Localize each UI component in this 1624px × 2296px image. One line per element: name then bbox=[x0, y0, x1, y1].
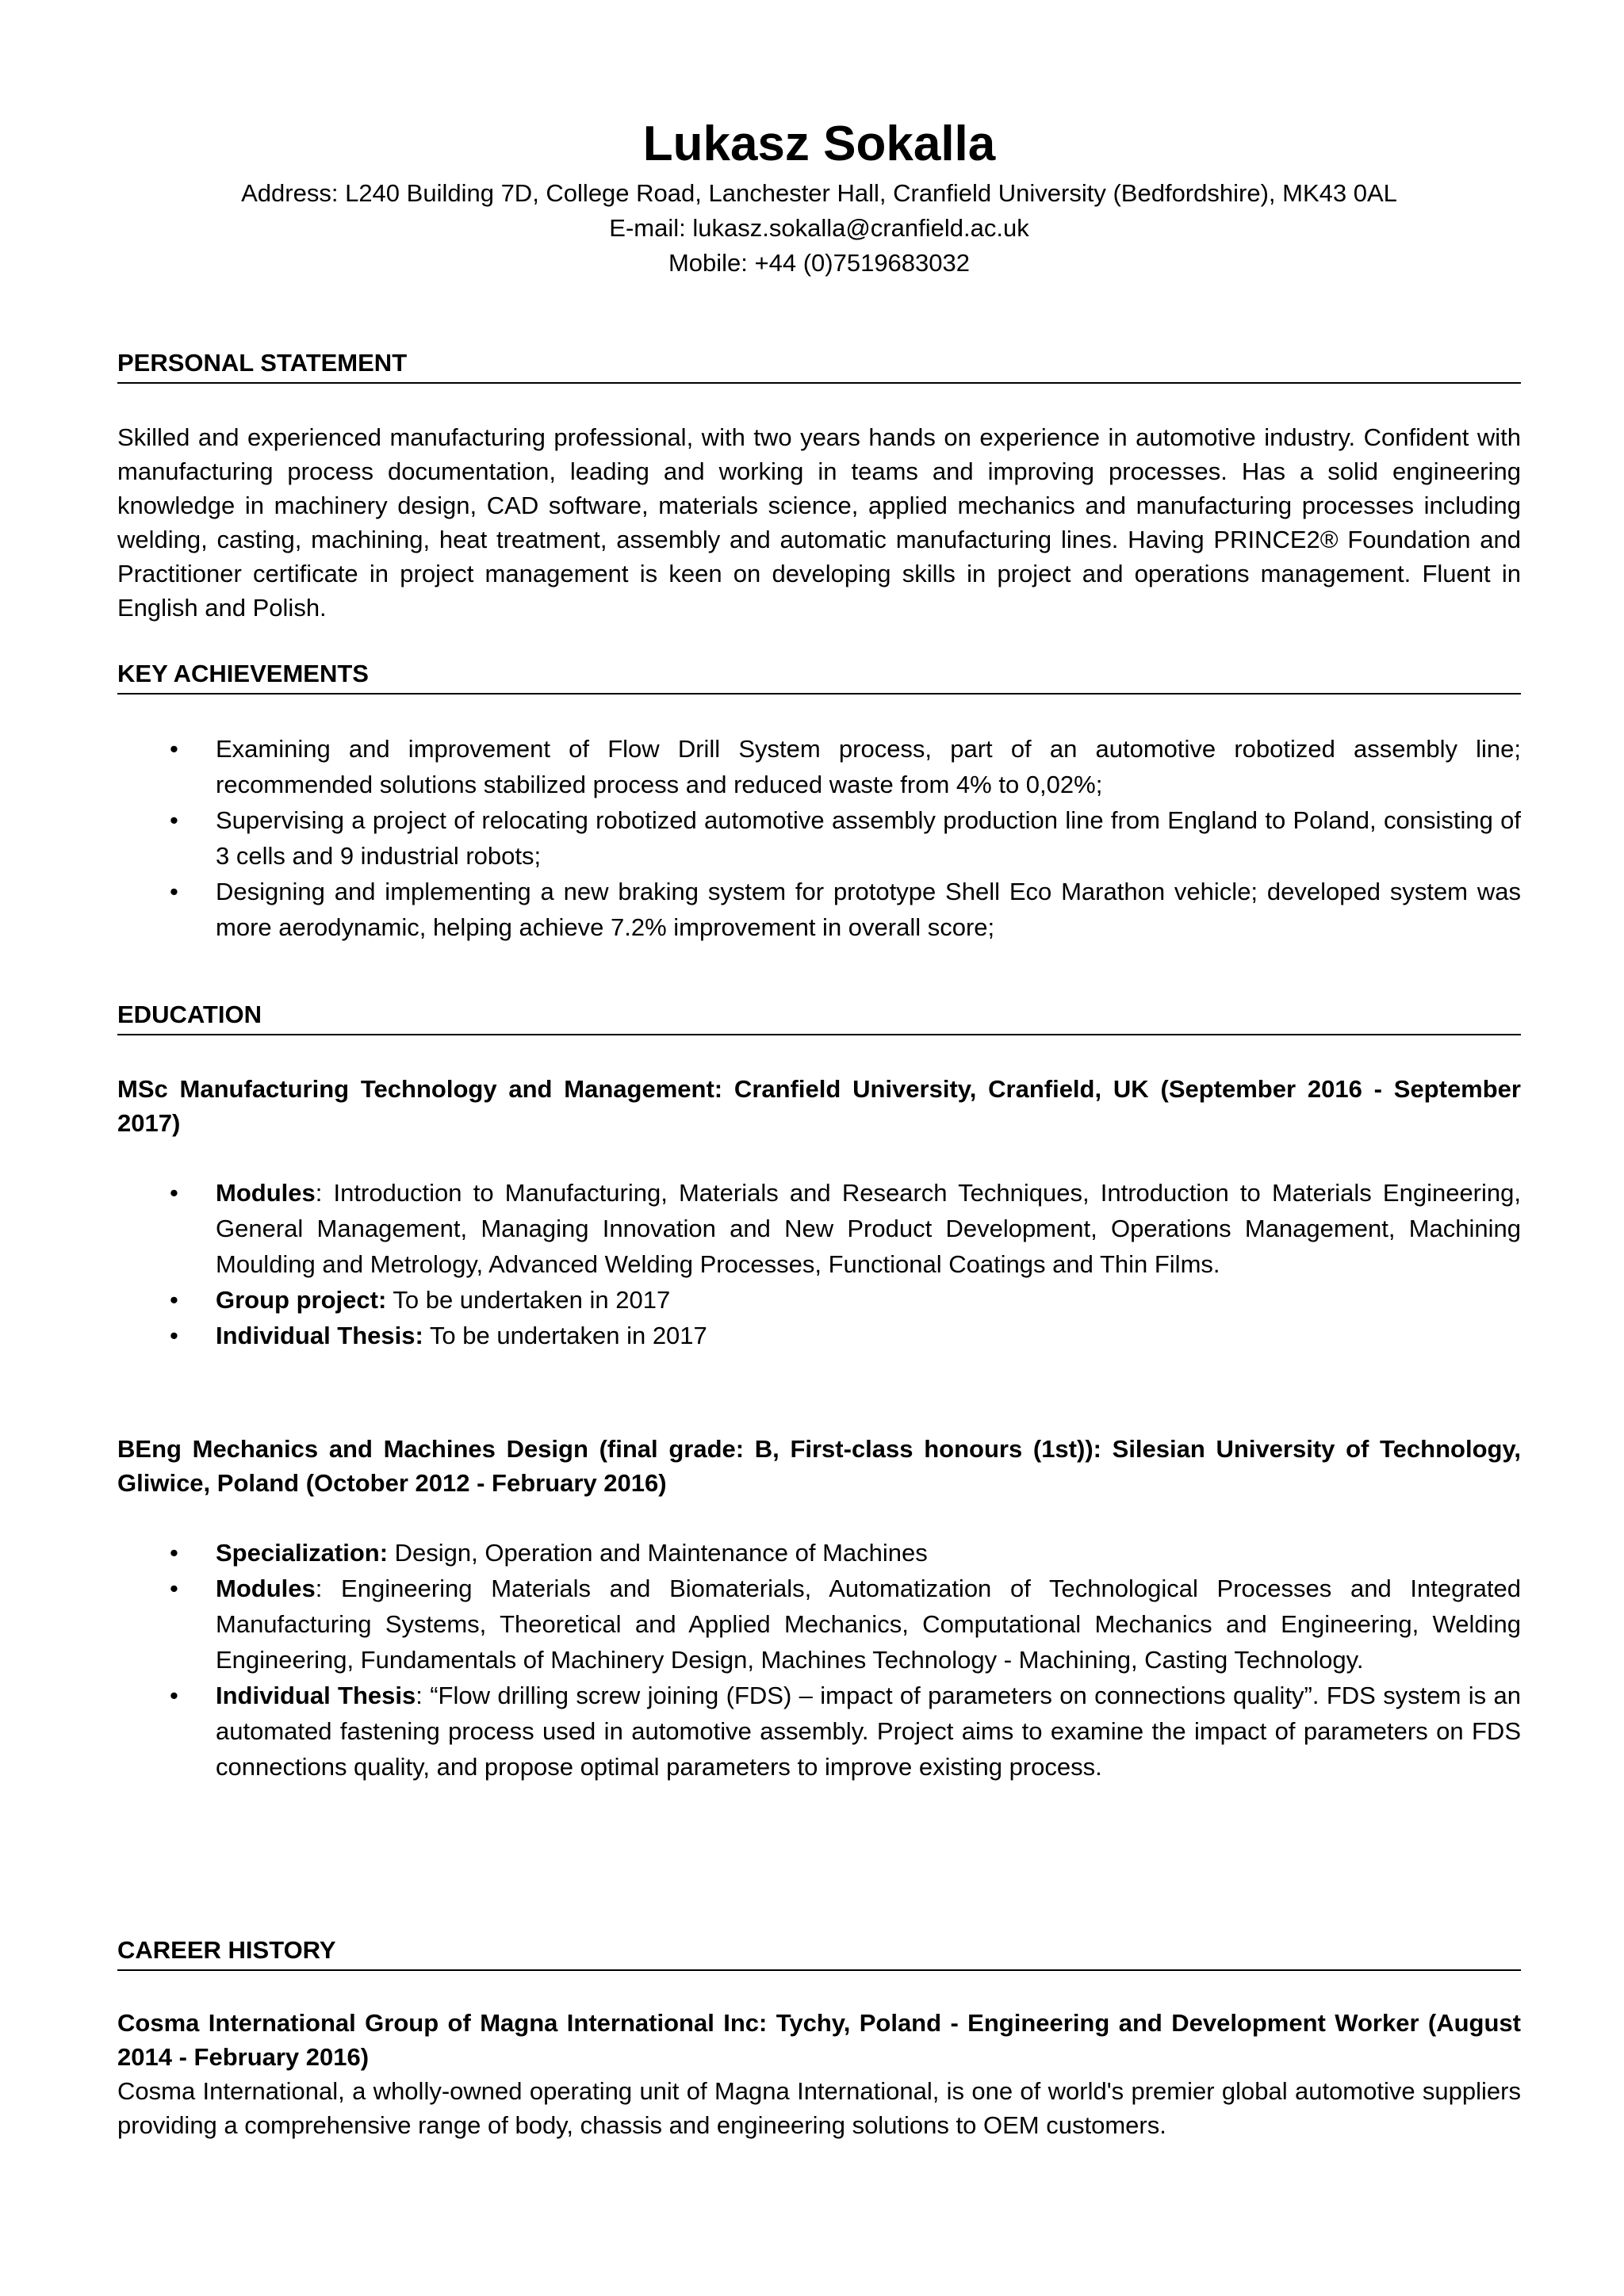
bullet-icon: • bbox=[170, 1286, 178, 1314]
item-label: Modules bbox=[216, 1575, 316, 1602]
achievement-text: Supervising a project of relocating robotized automotive assembly production line from England to Poland, consisting of 3 cells and 9 industrial robots; bbox=[216, 806, 1521, 870]
list-item: • Modules: Engineering Materials and Biomaterials, Automatization of Technological Processes and Integrated Manufacturing Systems, Theoretical and Applied Mechanics, Computational Mechanics and Engineering, Welding Engineering, Fundamentals of Machinery Design, Machines Technology - Machining, Casting Technology. bbox=[117, 1571, 1521, 1678]
section-title-career-history: CAREER HISTORY bbox=[117, 1933, 1521, 1971]
list-item: • Individual Thesis: “Flow drilling screw joining (FDS) – impact of parameters on connections quality”. FDS system is an automated fastening process used in automotive assembly. Project aims to examine the impact of parameters on FDS connections quality, and propose optimal parameters to improve existing process. bbox=[117, 1678, 1521, 1785]
item-label: Individual Thesis: bbox=[216, 1322, 423, 1349]
job-title: Cosma International Group of Magna International Inc: Tychy, Poland - Engineering and Development Worker (August 2014 - February 2016) bbox=[117, 2009, 1521, 2071]
contact-mobile: Mobile: +44 (0)7519683032 bbox=[668, 249, 971, 277]
item-text: “Flow drilling screw joining (FDS) – impact of parameters on connections quality”. FDS system is an automated fastening process used in automotive assembly. Project aims to examine the impact of parameters on FDS connections quality, and propose optimal parameters to improve existing process. bbox=[216, 1682, 1521, 1781]
item-text: Design, Operation and Maintenance of Machines bbox=[394, 1539, 928, 1567]
beng-details-list bbox=[117, 1535, 1521, 1785]
achievement-text: Designing and implementing a new braking system for prototype Shell Eco Marathon vehicle; developed system was more aerodynamic, helping achieve 7.2% improvement in overall score; bbox=[216, 878, 1521, 941]
bullet-icon: • bbox=[170, 1682, 178, 1709]
job-description: Cosma International, a wholly-owned operating unit of Magna International, is one of world's premier global automotive suppliers providing a comprehensive range of body, chassis and engineering solutions to OEM customers. bbox=[117, 2077, 1521, 2139]
list-item bbox=[117, 1318, 1521, 1353]
bullet-icon: • bbox=[170, 1322, 178, 1349]
list-item bbox=[117, 731, 1521, 802]
item-text: To be undertaken in 2017 bbox=[393, 1286, 671, 1314]
bullet-icon: • bbox=[170, 1539, 178, 1567]
contact-email: E-mail: lukasz.sokalla@cranfield.ac.uk bbox=[609, 214, 1029, 242]
bullet-icon: • bbox=[170, 1179, 178, 1207]
list-item bbox=[117, 1535, 1521, 1571]
list-item bbox=[117, 874, 1521, 945]
item-label: Specialization: bbox=[216, 1539, 389, 1567]
section-title-education: EDUCATION bbox=[117, 997, 1521, 1035]
achievement-text: Examining and improvement of Flow Drill System process, part of an automotive robotized assembly line; recommended solutions stabilized process and reduced waste from 4% to 0,02%; bbox=[216, 735, 1521, 798]
beng-degree-title: BEng Mechanics and Machines Design (final grade: B, First-class honours (1st)): Silesian University of Technology, Gliwice, Poland (October 2012 - February 2016) bbox=[117, 1435, 1521, 1497]
item-label: Individual Thesis bbox=[216, 1682, 416, 1709]
bullet-icon: • bbox=[170, 1575, 178, 1602]
bullet-icon: • bbox=[170, 878, 178, 905]
msc-details-list bbox=[117, 1175, 1521, 1353]
candidate-name: Lukasz Sokalla bbox=[642, 117, 996, 171]
section-title-personal-statement: PERSONAL STATEMENT bbox=[117, 346, 1521, 384]
section-title-key-achievements: KEY ACHIEVEMENTS bbox=[117, 656, 1521, 695]
bullet-icon: • bbox=[170, 735, 178, 763]
item-text: Introduction to Manufacturing, Materials and Research Techniques, Introduction to Materials Engineering, General Management, Managing Innovation and New Product Development, Operations Management, Machining Moulding and Metrology, Advanced Welding Processes, Functional Coatings and Thin Films. bbox=[216, 1179, 1521, 1278]
contact-address: Address: L240 Building 7D, College Road, Lanchester Hall, Cranfield University (Bedfordshire), MK43 0AL bbox=[241, 179, 1397, 207]
key-achievements-list bbox=[117, 731, 1521, 945]
list-item bbox=[117, 1282, 1521, 1318]
msc-degree-title: MSc Manufacturing Technology and Management: Cranfield University, Cranfield, UK (September 2016 - September 2017) bbox=[117, 1075, 1521, 1137]
resume-page bbox=[117, 0, 1521, 2296]
item-label: Group project: bbox=[216, 1286, 387, 1314]
item-label: Modules bbox=[216, 1179, 316, 1207]
list-item bbox=[117, 802, 1521, 874]
item-text: Engineering Materials and Biomaterials, Automatization of Technological Processes and Integrated Manufacturing Systems, Theoretical and Applied Mechanics, Computational Mechanics and Engineering, Welding Engineering, Fundamentals of Machinery Design, Machines Technology - Machining, Casting Technology. bbox=[216, 1575, 1521, 1674]
bullet-icon: • bbox=[170, 806, 178, 834]
personal-statement-text: Skilled and experienced manufacturing professional, with two years hands on experience in automotive industry. Confident with manufacturing process documentation, leading and working in teams and improving processes. Has a solid engineering knowledge in machinery design, CAD software, materials science, applied mechanics and manufacturing processes including welding, casting, machining, heat treatment, assembly and automatic manufacturing lines. Having PRINCE2® Foundation and Practitioner certificate in project management is keen on developing skills in project and operations management. Fluent in English and Polish. bbox=[117, 423, 1521, 622]
item-text: To be undertaken in 2017 bbox=[429, 1322, 707, 1349]
list-item: • Modules: Introduction to Manufacturing, Materials and Research Techniques, Introduction to Materials Engineering, General Management, Managing Innovation and New Product Development, Operations Management, Machining Moulding and Metrology, Advanced Welding Processes, Functional Coatings and Thin Films. bbox=[117, 1175, 1521, 1282]
